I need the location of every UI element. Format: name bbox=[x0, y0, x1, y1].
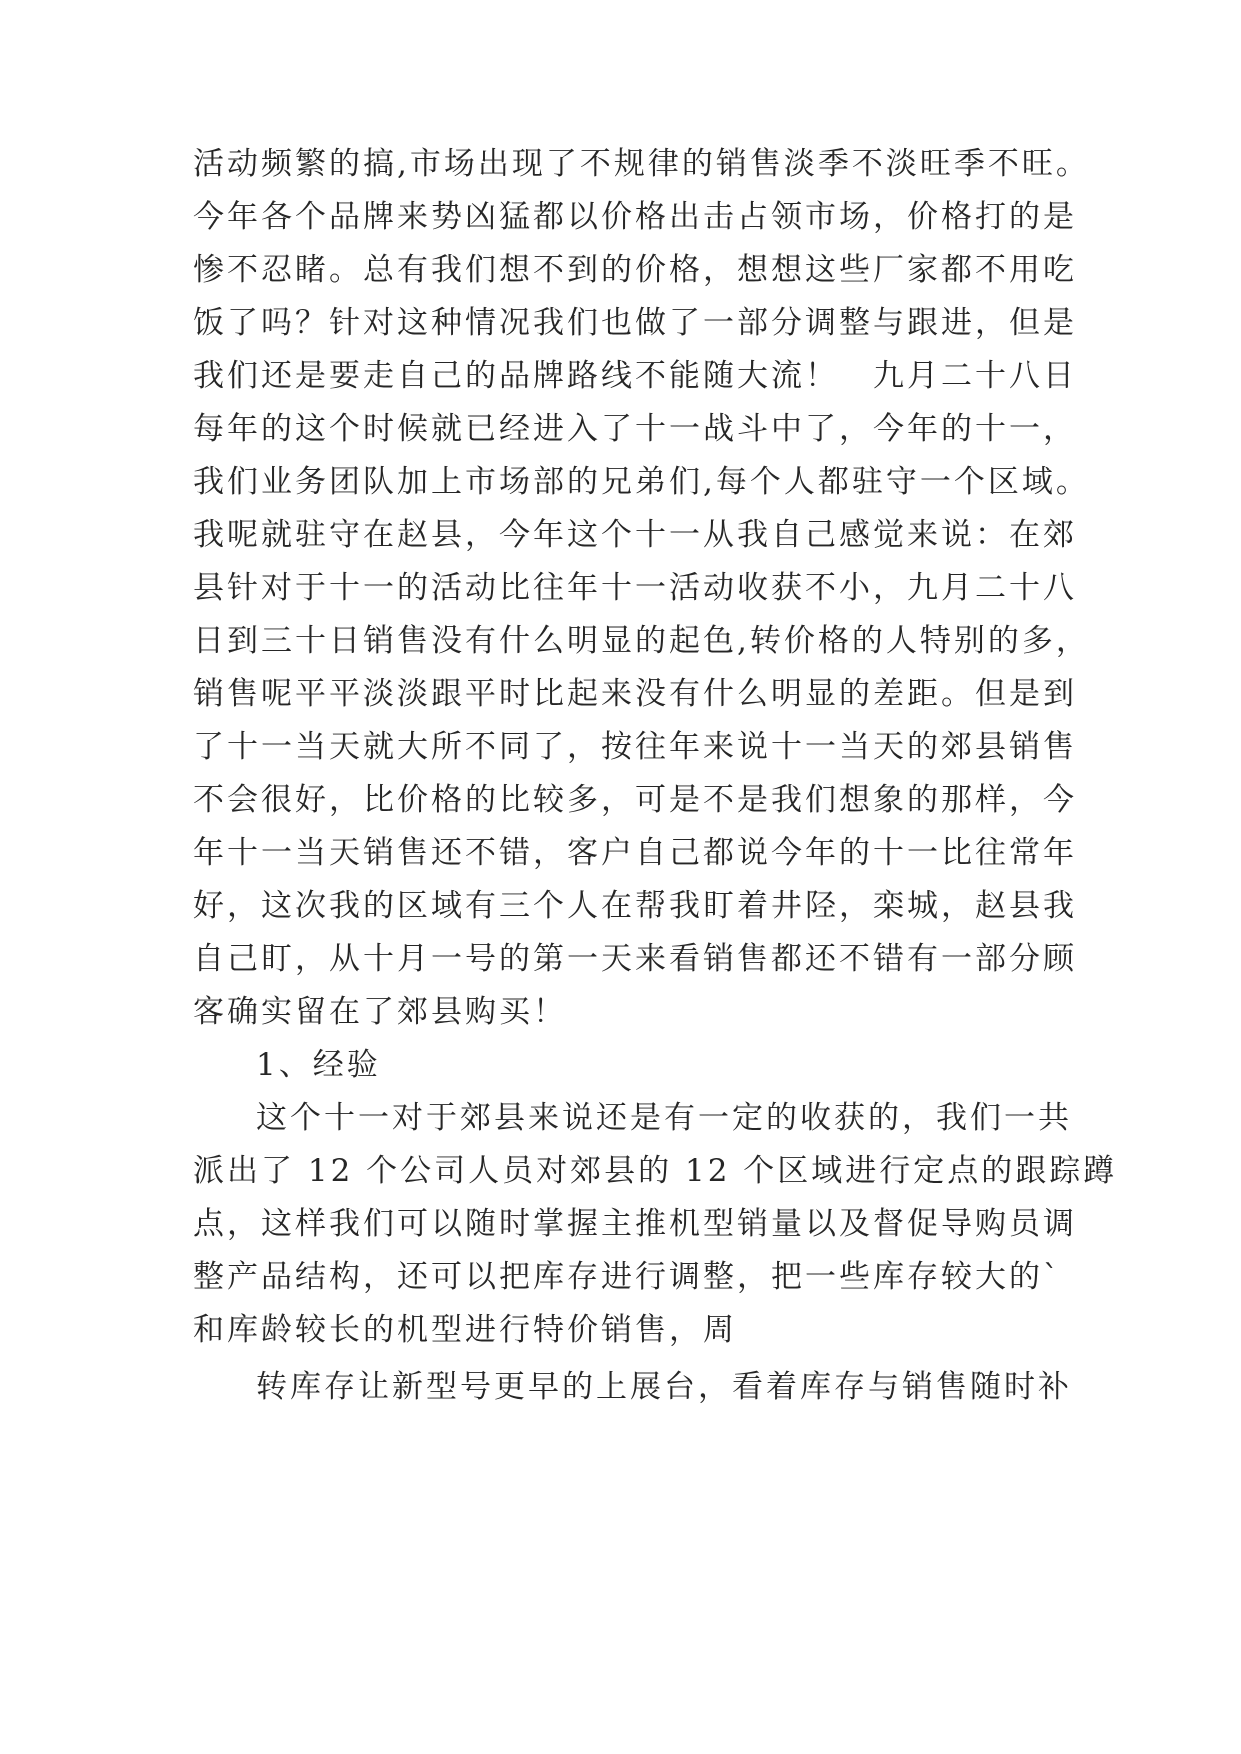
text-line: 和库龄较长的机型进行特价销售，周 bbox=[193, 1312, 737, 1348]
text-line: 了十一当天就大所不同了，按往年来说十一当天的郊县销售 bbox=[193, 729, 1077, 765]
text-line: 派出了 12 个公司人员对郊县的 12 个区域进行定点的跟踪蹲 bbox=[193, 1153, 1118, 1189]
text-line: 不会很好，比价格的比较多，可是不是我们想象的那样，今 bbox=[193, 782, 1077, 818]
text-line: 我呢就驻守在赵县，今年这个十一从我自己感觉来说：在郊 bbox=[193, 517, 1077, 553]
text-line: 我们还是要走自己的品牌路线不能随大流！ 九月二十八日 bbox=[193, 358, 1077, 394]
section-heading: 1、经验 bbox=[256, 1047, 381, 1083]
text-line: 活动频繁的搞,市场出现了不规律的销售淡季不淡旺季不旺。 bbox=[193, 146, 1090, 182]
text-line: 客确实留在了郊县购买！ bbox=[193, 994, 567, 1030]
text-line: 每年的这个时候就已经进入了十一战斗中了，今年的十一， bbox=[193, 411, 1077, 447]
text-line: 这个十一对于郊县来说还是有一定的收获的，我们一共 bbox=[256, 1100, 1072, 1136]
text-line: 好，这次我的区域有三个人在帮我盯着井陉，栾城，赵县我 bbox=[193, 888, 1077, 924]
text-line: 日到三十日销售没有什么明显的起色,转价格的人特别的多， bbox=[193, 623, 1090, 659]
text-line: 饭了吗？针对这种情况我们也做了一部分调整与跟进，但是 bbox=[193, 305, 1077, 341]
text-line: 销售呢平平淡淡跟平时比起来没有什么明显的差距。但是到 bbox=[193, 676, 1077, 712]
text-line: 年十一当天销售还不错，客户自己都说今年的十一比往常年 bbox=[193, 835, 1077, 871]
text-line: 今年各个品牌来势凶猛都以价格出击占领市场，价格打的是 bbox=[193, 199, 1077, 235]
text-line: 惨不忍睹。总有我们想不到的价格，想想这些厂家都不用吃 bbox=[193, 252, 1077, 288]
text-line: 我们业务团队加上市场部的兄弟们,每个人都驻守一个区域。 bbox=[193, 464, 1090, 500]
text-line: 整产品结构，还可以把库存进行调整，把一些库存较大的` bbox=[193, 1259, 1062, 1295]
text-line: 转库存让新型号更早的上展台，看着库存与销售随时补 bbox=[256, 1369, 1072, 1405]
text-line: 自己盯，从十月一号的第一天来看销售都还不错有一部分顾 bbox=[193, 941, 1077, 977]
text-line: 点，这样我们可以随时掌握主推机型销量以及督促导购员调 bbox=[193, 1206, 1077, 1242]
text-line: 县针对于十一的活动比往年十一活动收获不小，九月二十八 bbox=[193, 570, 1077, 606]
